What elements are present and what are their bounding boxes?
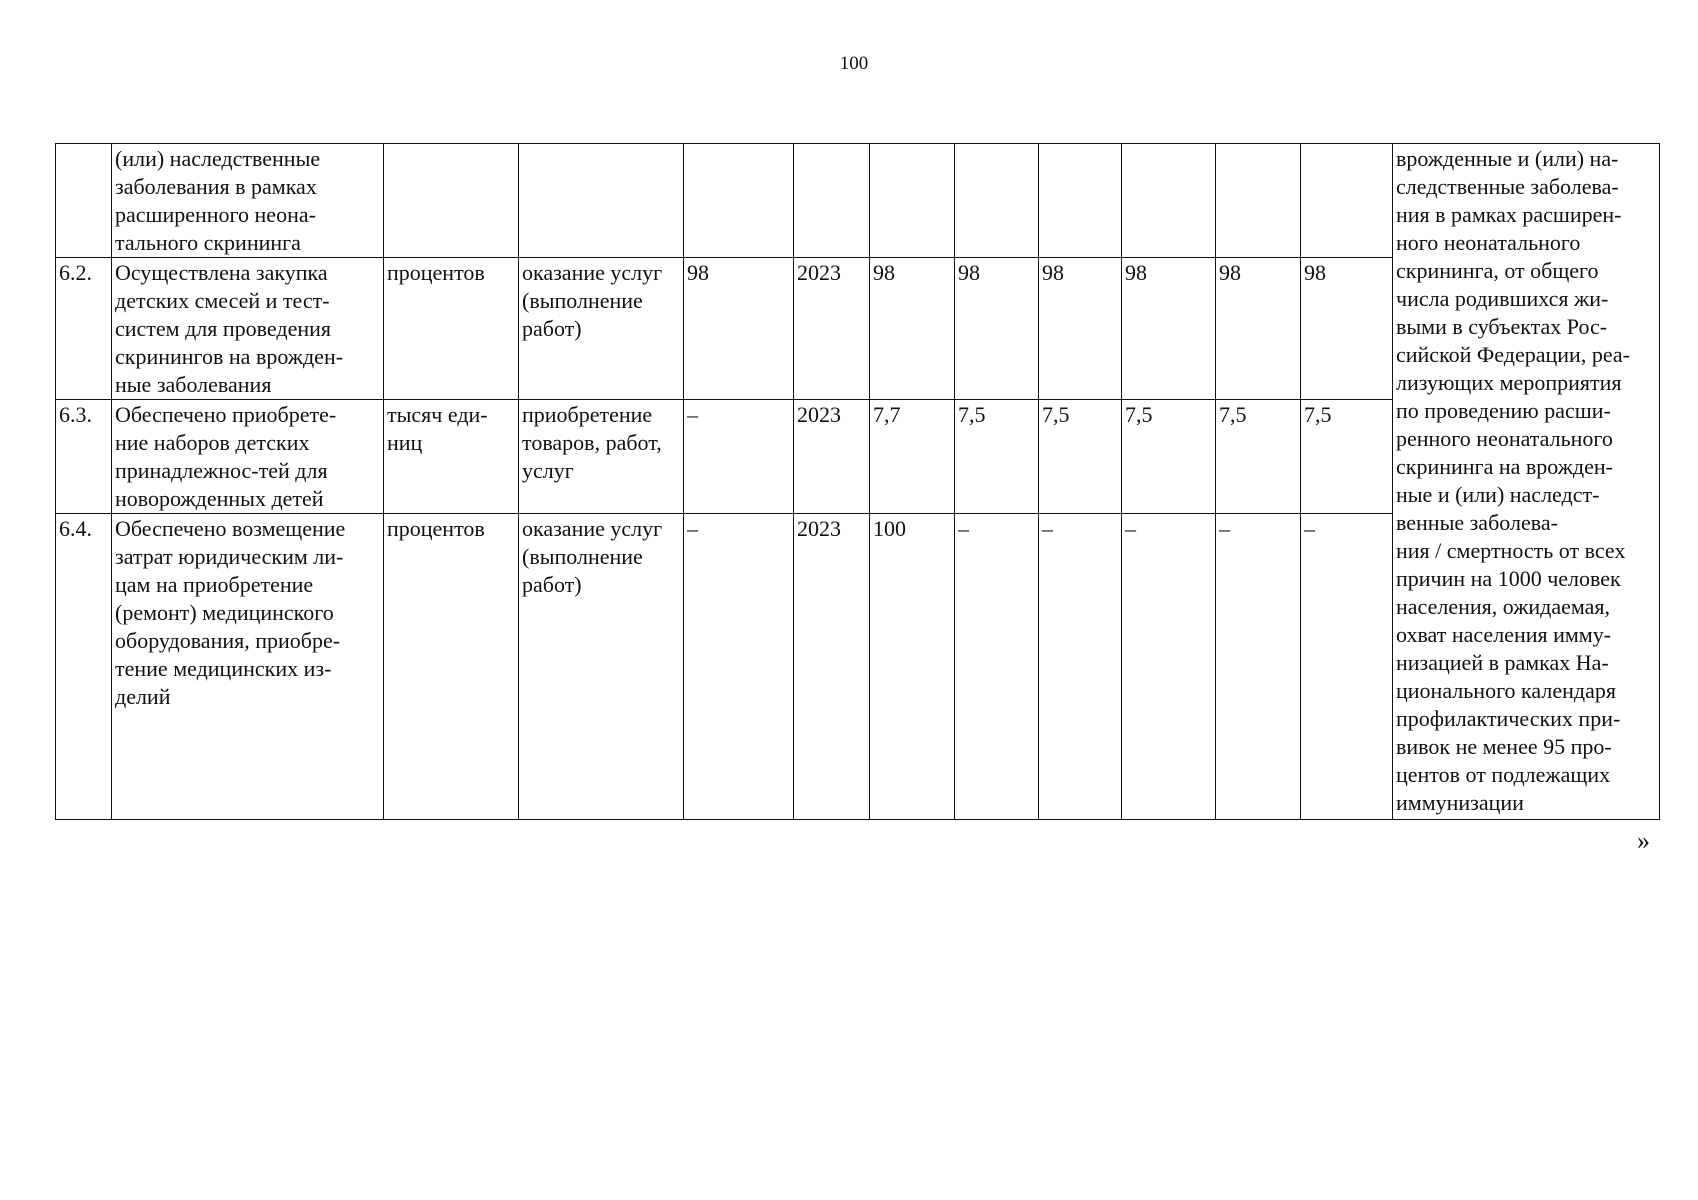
value-cell: – [1301, 514, 1393, 820]
base-value-cell: 98 [684, 258, 794, 400]
unit-cell: процентов [384, 514, 519, 820]
value-cell [870, 144, 955, 258]
value-cell: 98 [1301, 258, 1393, 400]
value-cell [1039, 144, 1122, 258]
measures-table [55, 143, 1660, 820]
value-cell: 7,5 [1301, 400, 1393, 514]
value-cell: 98 [1216, 258, 1301, 400]
value-cell: 7,5 [1122, 400, 1216, 514]
table-row [56, 144, 1660, 258]
base-value-cell: – [684, 514, 794, 820]
value-cell: 98 [1122, 258, 1216, 400]
value-cell [1216, 144, 1301, 258]
unit-cell: процентов [384, 258, 519, 400]
value-cell [1301, 144, 1393, 258]
value-cell [1122, 144, 1216, 258]
base-value-cell: – [684, 400, 794, 514]
base-year-cell: 2023 [794, 258, 870, 400]
type-cell: приобретение товаров, работ, услуг [519, 400, 684, 514]
type-cell: оказание услуг (выполнение работ) [519, 514, 684, 820]
type-cell: оказание услуг (выполнение работ) [519, 258, 684, 400]
base-year-cell: 2023 [794, 400, 870, 514]
closing-quote-mark: » [1637, 826, 1650, 855]
measure-name: Обеспечено возмещение затрат юридическим ли- цам на приобретение (ремонт) медицинского оборудования, приобре- тение медицинских из- делий [112, 514, 384, 820]
row-number: 6.4. [56, 514, 112, 820]
unit-cell [384, 144, 519, 258]
value-cell [955, 144, 1039, 258]
value-cell: – [1039, 514, 1122, 820]
value-cell: – [955, 514, 1039, 820]
value-cell: 7,5 [1216, 400, 1301, 514]
base-year-cell [794, 144, 870, 258]
measure-name: Осуществлена закупка детских смесей и тест- систем для проведения скринингов на врожден- ные заболевания [112, 258, 384, 400]
row-number: 6.2. [56, 258, 112, 400]
base-year-cell: 2023 [794, 514, 870, 820]
measure-name: (или) наследственные заболевания в рамках расширенного неона- тального скрининга [112, 144, 384, 258]
page-number: 100 [839, 53, 869, 74]
unit-cell: тысяч еди- ниц [384, 400, 519, 514]
base-value-cell [684, 144, 794, 258]
value-cell: – [1122, 514, 1216, 820]
value-cell: 98 [955, 258, 1039, 400]
value-cell: 7,7 [870, 400, 955, 514]
measure-name: Обеспечено приобрете- ние наборов детских принадлежнос-тей для новорожденных детей [112, 400, 384, 514]
row-number [56, 144, 112, 258]
value-cell: – [1216, 514, 1301, 820]
value-cell: 98 [1039, 258, 1122, 400]
value-cell: 7,5 [955, 400, 1039, 514]
type-cell [519, 144, 684, 258]
value-cell: 100 [870, 514, 955, 820]
indicator-note: врожденные и (или) на- следственные заболева- ния в рамках расширен- ного неонатального скрининга, от общего числа родившихся жи- выми в субъектах Рос- сийской Федерации, реа- лизующих мероприятия по проведению расши- ренного неонатального скрининга на врожден- ные и (или) наследст- венные заболева- ния / смертность от всех причин на 1000 человек населения, ожидаемая, охват населения имму- низацией в рамках На- ционального календаря профилактических при- вивок не менее 95 про- центов от подлежащих иммунизации [1393, 144, 1660, 820]
value-cell: 7,5 [1039, 400, 1122, 514]
value-cell: 98 [870, 258, 955, 400]
row-number: 6.3. [56, 400, 112, 514]
